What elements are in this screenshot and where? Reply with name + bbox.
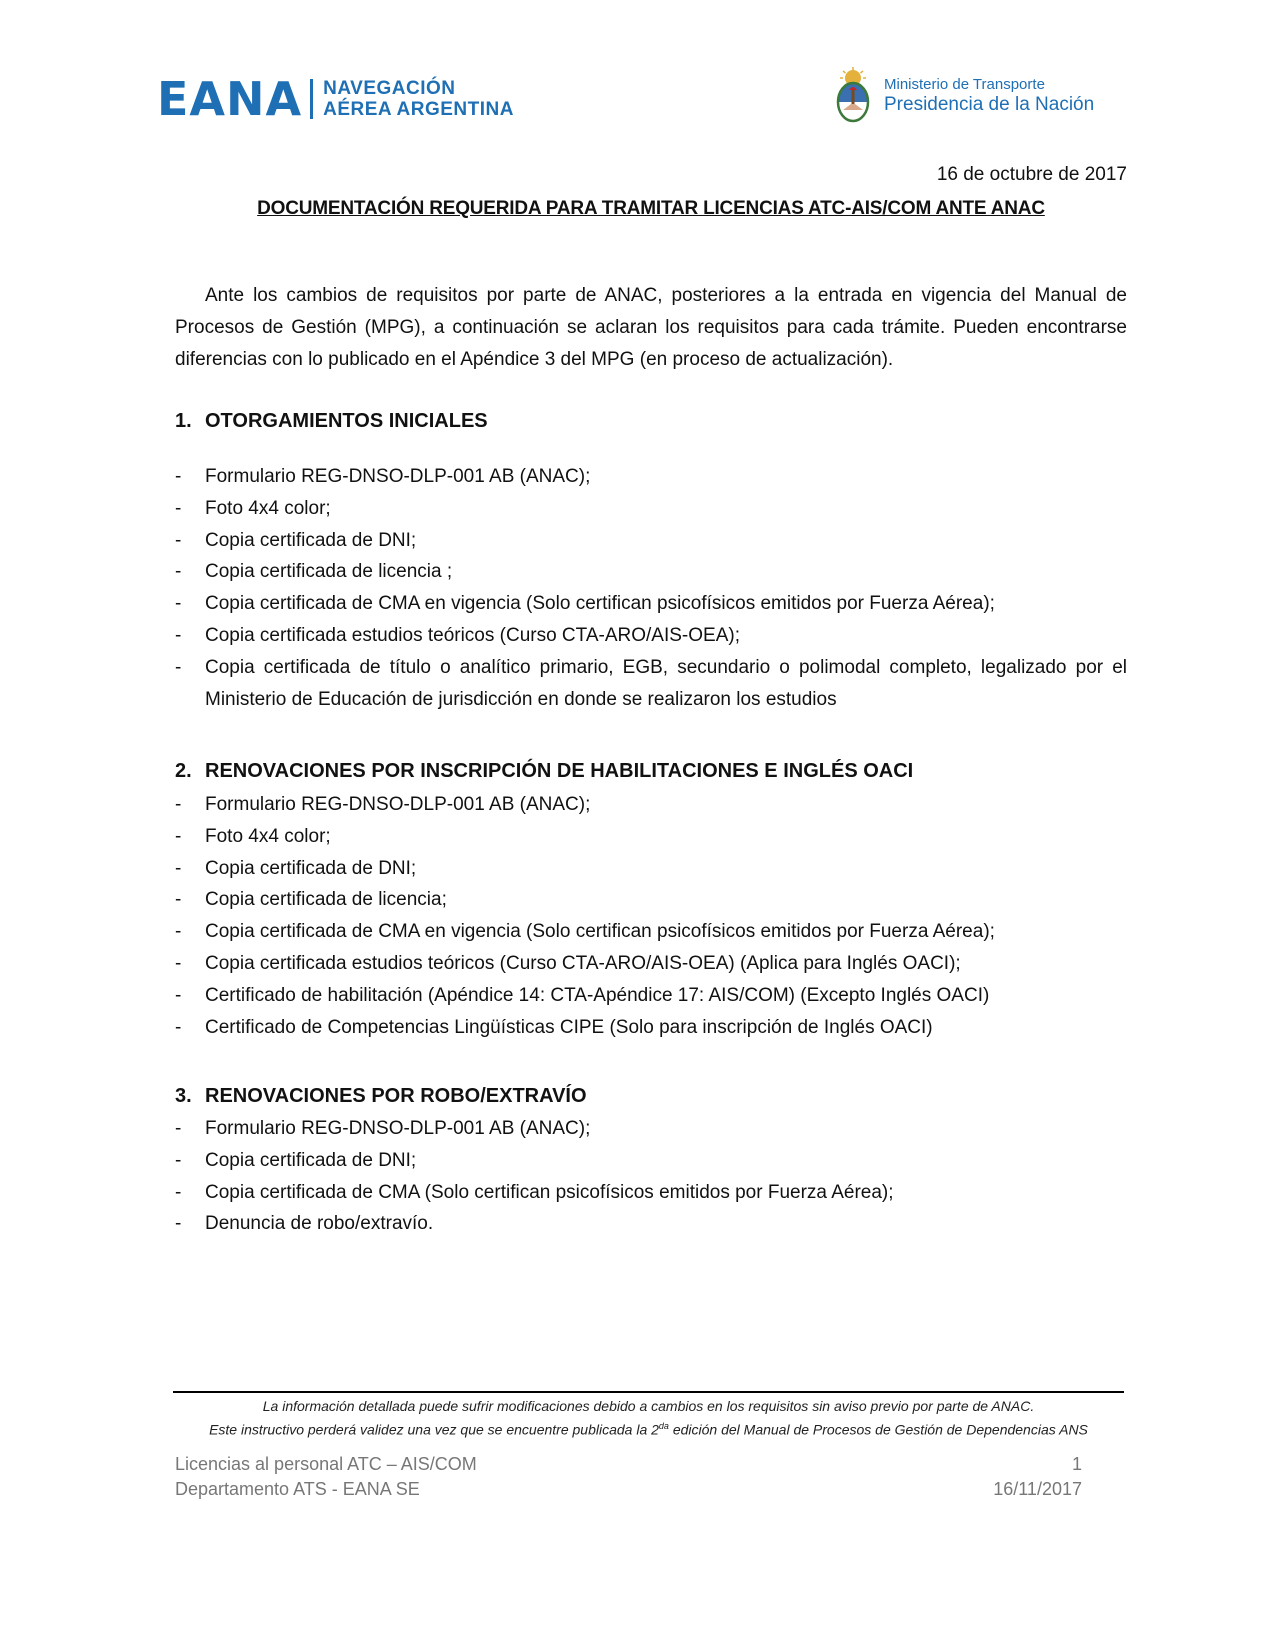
section-heading-2 (175, 760, 913, 783)
list-item-text: Copia certificada de licencia ; (205, 561, 453, 583)
section-heading-3 (175, 1085, 587, 1108)
section-title: RENOVACIONES POR ROBO/EXTRAVÍO (205, 1085, 587, 1107)
footer-date: 16/11/2017 (993, 1479, 1082, 1499)
footer-left (175, 1452, 477, 1502)
list-item-text: Copia certificada estudios teóricos (Curso CTA-ARO/AIS-OEA) (Aplica para Inglés OACI); (205, 952, 961, 974)
list-item (175, 821, 1127, 853)
list-dash: - (175, 466, 182, 487)
ministry-logo (832, 66, 1094, 126)
list-dash: - (175, 794, 182, 815)
footer-document-name: Licencias al personal ATC – AIS/COM (175, 1454, 477, 1474)
section-number: 2. (175, 760, 192, 782)
document-date: 16 de octubre de 2017 (936, 164, 1127, 185)
list-item (175, 853, 1127, 885)
list-item-text: Foto 4x4 color; (205, 825, 331, 847)
list-dash: - (175, 593, 182, 615)
list-item-text: Copia certificada de licencia; (205, 889, 447, 911)
section-heading-1 (175, 410, 488, 433)
list-dash: - (175, 1213, 182, 1235)
page-number: 1 (1071, 1454, 1082, 1474)
list-item (175, 652, 1127, 716)
section-number: 3. (175, 1085, 192, 1107)
list-dash: - (175, 1118, 182, 1139)
list-item (175, 1177, 1127, 1209)
list-item (175, 461, 1127, 493)
list-item (175, 620, 1127, 652)
list-item (175, 1012, 1127, 1044)
list-item (175, 789, 1127, 821)
list-item (175, 1208, 1127, 1240)
list-item-text: Copia certificada de título o analítico primario, EGB, secundario o polimodal completo, legalizado por el Ministerio de Educación de jurisdicción en donde se realizaron los estudios (205, 656, 1127, 710)
argentina-coat-of-arms-icon (832, 66, 874, 126)
section-3-list (175, 1113, 1127, 1240)
list-dash: - (175, 561, 182, 583)
section-title: RENOVACIONES POR INSCRIPCIÓN DE HABILITACIONES E INGLÉS OACI (205, 760, 914, 782)
list-item-text: Denuncia de robo/extravío. (205, 1213, 434, 1235)
section-2-list (175, 789, 1127, 1043)
list-item-text: Copia certificada de CMA (Solo certifican psicofísicos emitidos por Fuerza Aérea); (205, 1181, 894, 1203)
intro-paragraph: Ante los cambios de requisitos por parte de ANAC, posteriores a la entrada en vigencia del Manual de Procesos de Gestión (MPG), a continuación se aclaran los requisitos para cada trámite. Pueden encontrarse diferencias con lo publicado en el Apéndice 3 del MPG (en proceso de actualización). (175, 285, 1127, 370)
list-item-text: Copia certificada de DNI; (205, 1149, 417, 1171)
list-item (175, 916, 1127, 948)
list-item (175, 980, 1127, 1012)
logo-subtitle (323, 78, 514, 120)
list-item (175, 884, 1127, 916)
list-item-text: Formulario REG-DNSO-DLP-001 AB (ANAC); (205, 466, 591, 487)
footer-department: Departamento ATS - EANA SE (175, 1479, 420, 1499)
disclaimer-text-end: edición del Manual de Procesos de Gestión de Dependencias ANS (668, 1421, 1088, 1438)
footer-disclaimer-line1: La información detallada puede sufrir modificaciones debido a cambios en los requisitos sin aviso previo por parte de ANAC. (262, 1398, 1035, 1414)
list-item-text: Copia certificada de CMA en vigencia (Solo certifican psicofísicos emitidos por Fuerza Aérea); (205, 921, 995, 943)
list-dash: - (175, 497, 182, 519)
list-item (175, 556, 1127, 588)
disclaimer-superscript: da (658, 1421, 669, 1431)
list-item (175, 1145, 1127, 1177)
ministry-text (884, 76, 1094, 116)
list-item (175, 588, 1127, 620)
list-item (175, 1113, 1127, 1145)
list-item (175, 948, 1127, 980)
list-dash: - (175, 529, 182, 551)
section-1-list (175, 461, 1127, 715)
footer-right (993, 1452, 1082, 1502)
list-item-text: Foto 4x4 color; (205, 497, 331, 519)
list-item-text: Certificado de Competencias Lingüísticas CIPE (Solo para inscripción de Inglés OACI) (205, 1016, 933, 1038)
presidency-name: Presidencia de la Nación (884, 94, 1095, 115)
list-dash: - (175, 1181, 182, 1203)
ministry-name: Ministerio de Transporte (884, 76, 1045, 93)
list-item-text: Copia certificada de DNI; (205, 529, 417, 551)
list-dash: - (175, 984, 182, 1006)
section-title: OTORGAMIENTOS INICIALES (205, 410, 488, 432)
list-dash: - (175, 857, 182, 879)
list-item (175, 493, 1127, 525)
list-dash: - (175, 656, 182, 678)
logo-subtitle-line1: NAVEGACIÓN (323, 78, 456, 99)
list-item-text: Copia certificada estudios teóricos (Curso CTA-ARO/AIS-OEA); (205, 624, 740, 646)
list-dash: - (175, 825, 182, 847)
list-dash: - (175, 952, 182, 974)
document-title: DOCUMENTACIÓN REQUERIDA PARA TRAMITAR LICENCIAS ATC-AIS/COM ANTE ANAC (257, 198, 1045, 219)
list-item (175, 525, 1127, 557)
logo-subtitle-line2: AÉREA ARGENTINA (323, 99, 514, 120)
list-dash: - (175, 921, 182, 943)
section-number: 1. (175, 410, 192, 432)
list-dash: - (175, 1016, 182, 1038)
logo-separator (310, 79, 313, 119)
footer-divider (173, 1391, 1124, 1393)
footer-disclaimer-line2 (173, 1416, 1124, 1440)
disclaimer-text: Este instructivo perderá validez una vez que se encuentre publicada la 2 (209, 1421, 659, 1438)
list-item-text: Certificado de habilitación (Apéndice 14: CTA-Apéndice 17: AIS/COM) (Excepto Inglés OACI) (205, 984, 990, 1006)
list-item-text: Formulario REG-DNSO-DLP-001 AB (ANAC); (205, 794, 591, 815)
list-item-text: Formulario REG-DNSO-DLP-001 AB (ANAC); (205, 1118, 591, 1139)
list-item-text: Copia certificada de CMA en vigencia (Solo certifican psicofísicos emitidos por Fuerza Aérea); (205, 593, 995, 615)
list-item-text: Copia certificada de DNI; (205, 857, 417, 879)
logo-main-text: EANA (157, 72, 303, 126)
footer-disclaimer (173, 1396, 1124, 1440)
list-dash: - (175, 624, 182, 646)
list-dash: - (175, 1149, 182, 1171)
list-dash: - (175, 889, 182, 911)
eana-logo (157, 72, 514, 126)
